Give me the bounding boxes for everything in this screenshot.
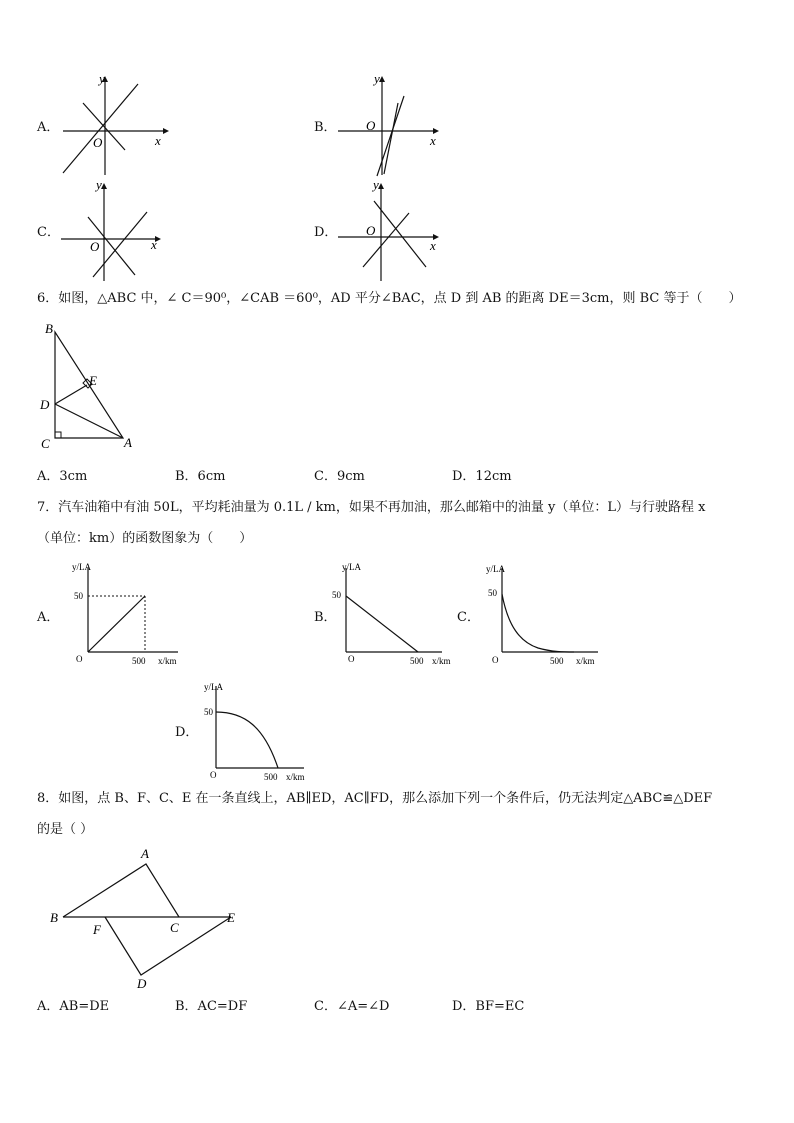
- q8-option-b: B．AC=DF: [175, 999, 248, 1014]
- q6-stem: 6．如图，△ABC 中，∠ C＝90⁰，∠CAB ＝60⁰，AD 平分∠BAC，点 D 到 AB 的距离 DE＝3cm，则 BC 等于（ ）: [37, 291, 742, 306]
- triangle-abc: [63, 864, 179, 917]
- q6-option-a: A．3cm: [37, 469, 88, 484]
- q5d-line-1: [374, 201, 426, 267]
- point-e-label: E: [89, 373, 97, 388]
- x-axis-label: x/km: [158, 656, 177, 666]
- q5a-line-2: [83, 103, 125, 150]
- x-axis-label: x: [155, 133, 161, 148]
- point-b-label: B: [45, 321, 53, 336]
- y-axis-label: y/LA: [486, 564, 505, 574]
- tick-50: 50: [204, 707, 213, 717]
- tick-50: 50: [488, 588, 497, 598]
- q7-graph-d: [200, 678, 320, 788]
- q6-option-c: C．9cm: [314, 469, 365, 484]
- q6-option-d: D．12cm: [452, 469, 512, 484]
- point-f-label: F: [93, 922, 101, 937]
- q8-option-c: C．∠A=∠D: [314, 999, 390, 1014]
- q5-option-c-label: C．: [37, 225, 60, 240]
- q8-stem-line2: 的是（ ）: [37, 822, 94, 837]
- q7-stem-line2: （单位：km）的函数图象为（ ）: [37, 531, 253, 546]
- q5d-line-2: [363, 213, 409, 267]
- q7-option-b-label: B．: [314, 610, 337, 625]
- q7-stem-line1: 7．汽车油箱中有油 50L，平均耗油量为 0.1L / km，如果不再加油，那么邮箱中的油量 y（单位：L）与行驶路程 x: [37, 500, 706, 515]
- y-axis-label: y/LA: [204, 682, 223, 692]
- point-d-label: D: [137, 976, 147, 991]
- x-axis-label: x: [430, 133, 436, 148]
- point-e-label: E: [227, 910, 235, 925]
- x-axis-label: x/km: [576, 656, 595, 666]
- q7b-line: [346, 596, 418, 652]
- q5c-line-2: [93, 212, 147, 277]
- tick-500: 500: [264, 772, 278, 782]
- x-axis-label: x/km: [432, 656, 451, 666]
- q5a-line-1: [63, 84, 138, 173]
- segment-de: [55, 385, 87, 404]
- origin-label: O: [348, 654, 355, 664]
- y-axis-label: y: [99, 71, 105, 86]
- q7c-curve: [502, 594, 574, 652]
- tick-50: 50: [74, 591, 83, 601]
- origin-label: O: [366, 118, 376, 133]
- origin-label: O: [76, 654, 83, 664]
- q7-graph-a: [70, 560, 190, 670]
- tick-50: 50: [332, 590, 341, 600]
- origin-label: O: [90, 239, 100, 254]
- q7a-line: [88, 596, 145, 652]
- origin-label: O: [93, 135, 103, 150]
- origin-label: O: [366, 223, 376, 238]
- q5-option-a-label: A．: [37, 120, 60, 135]
- q5-graph-c: [55, 175, 175, 285]
- x-axis-label: x/km: [286, 772, 305, 782]
- q5-option-d-label: D．: [314, 225, 338, 240]
- tick-500: 500: [550, 656, 564, 666]
- point-c-label: C: [41, 436, 50, 451]
- point-d-label: D: [40, 397, 50, 412]
- q7-option-c-label: C．: [457, 610, 480, 625]
- q5-option-b-label: B．: [314, 120, 337, 135]
- q8-option-a: A．AB=DE: [37, 999, 110, 1014]
- q5-graph-a: [55, 70, 175, 180]
- origin-label: O: [492, 655, 499, 665]
- q5b-line-2: [384, 103, 398, 174]
- origin-label: O: [210, 770, 217, 780]
- point-a-label: A: [124, 435, 132, 450]
- q6-option-b: B．6cm: [175, 469, 226, 484]
- q5b-line-1: [377, 96, 404, 176]
- y-axis-label: y: [374, 71, 380, 86]
- q7-option-d-label: D．: [175, 725, 199, 740]
- q7-graph-c: [478, 560, 603, 670]
- tick-500: 500: [132, 656, 146, 666]
- q5-graph-b: [330, 70, 450, 180]
- x-axis-label: x: [430, 238, 436, 253]
- q8-option-d: D．BF=EC: [452, 999, 525, 1014]
- q8-stem-line1: 8．如图，点 B、F、C、E 在一条直线上，AB∥ED，AC∥FD，那么添加下列一个条件后，仍无法判定△ABC≌△DEF: [37, 791, 713, 806]
- q6-triangle-figure: [35, 320, 145, 455]
- q7-graph-b: [330, 560, 455, 670]
- y-axis-label: y/LA: [72, 562, 91, 572]
- triangle-def: [105, 917, 231, 975]
- y-axis-label: y/LA: [342, 562, 361, 572]
- point-c-label: C: [170, 920, 179, 935]
- point-a-label: A: [141, 846, 149, 861]
- q7-option-a-label: A．: [37, 610, 60, 625]
- y-axis-label: y: [96, 177, 102, 192]
- q7d-curve: [216, 712, 278, 768]
- x-axis-label: x: [151, 237, 157, 252]
- y-axis-label: y: [373, 177, 379, 192]
- tick-500: 500: [410, 656, 424, 666]
- q5-graph-d: [330, 175, 450, 285]
- q8-triangles-figure: [45, 842, 255, 992]
- point-b-label: B: [50, 910, 58, 925]
